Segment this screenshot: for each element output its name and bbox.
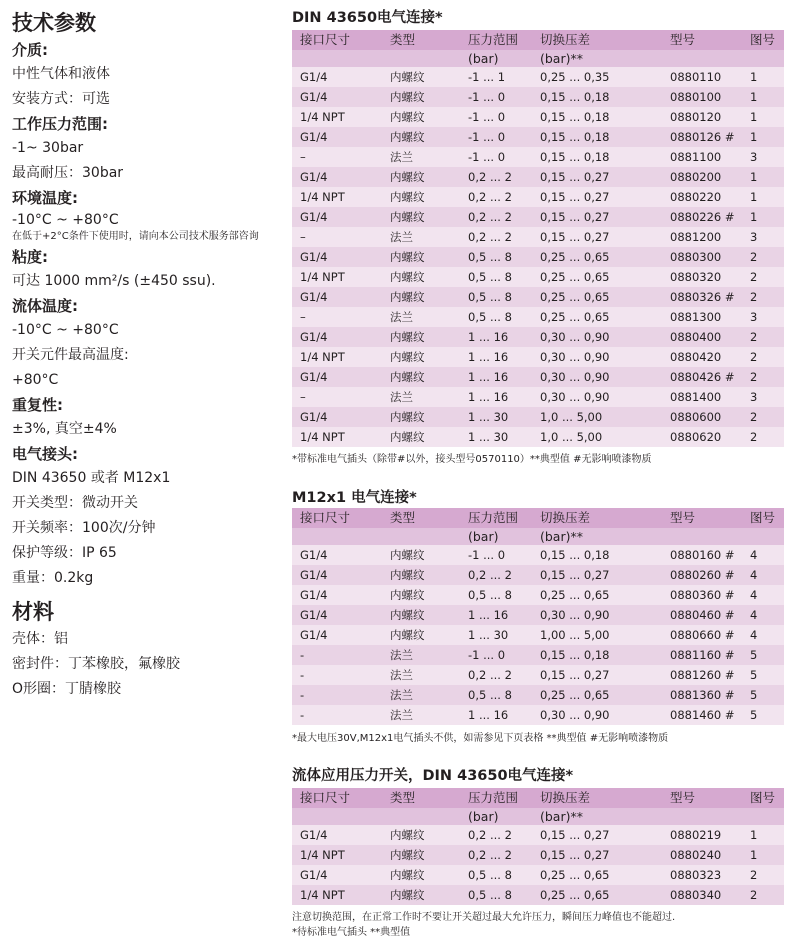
cell-diff: 0,15 ... 0,27 — [532, 207, 662, 227]
cell-type: 内螺纹 — [382, 825, 460, 845]
cell-drawing: 1 — [742, 107, 784, 127]
cell-port: – — [292, 307, 382, 327]
housing-value: 壳体：铝 — [12, 631, 68, 647]
table-row — [292, 865, 784, 885]
cell-pressure: 1 ... 16 — [460, 705, 532, 725]
cell-port: 1/4 NPT — [292, 107, 382, 127]
max-pressure-value: 最高耐压：30bar — [12, 165, 124, 181]
cell-model: 0881100 — [662, 147, 742, 167]
header-drawing: 图号 — [742, 788, 784, 808]
cell-diff: 0,25 ... 0,65 — [532, 287, 662, 307]
cell-port: G1/4 — [292, 87, 382, 107]
cell-type: 内螺纹 — [382, 605, 460, 625]
cell-pressure: 0,2 ... 2 — [460, 207, 532, 227]
cell-drawing: 5 — [742, 665, 784, 685]
cell-type: 内螺纹 — [382, 625, 460, 645]
cell-port: G1/4 — [292, 207, 382, 227]
cell-drawing: 3 — [742, 227, 784, 247]
switch-type-value: 开关类型：微动开关 — [12, 495, 138, 511]
cell-model: 0880460 # — [662, 605, 742, 625]
cell-drawing: 2 — [742, 267, 784, 287]
cell-pressure: 0,5 ... 8 — [460, 885, 532, 905]
cell-type: 内螺纹 — [382, 407, 460, 427]
cell-drawing: 4 — [742, 545, 784, 565]
cell-pressure: 0,2 ... 2 — [460, 565, 532, 585]
cell-pressure: 1 ... 16 — [460, 347, 532, 367]
cell-diff: 0,15 ... 0,27 — [532, 665, 662, 685]
cell-pressure: 0,5 ... 8 — [460, 685, 532, 705]
cell-port: 1/4 NPT — [292, 427, 382, 447]
cell-type: 内螺纹 — [382, 845, 460, 865]
cell-diff: 0,15 ... 0,18 — [532, 107, 662, 127]
cell-pressure: 0,5 ... 8 — [460, 287, 532, 307]
cell-diff: 1,0 ... 5,00 — [532, 407, 662, 427]
cell-model: 0880426 # — [662, 367, 742, 387]
switch-temp-value: +80°C — [12, 372, 59, 388]
cell-pressure: 0,2 ... 2 — [460, 227, 532, 247]
viscosity-value: 可达 1000 mm²/s (±450 ssu). — [12, 273, 216, 289]
table-row — [292, 625, 784, 645]
cell-diff: 0,30 ... 0,90 — [532, 705, 662, 725]
fluid-temp-value: -10°C ~ +80°C — [12, 322, 119, 338]
cell-port: - — [292, 685, 382, 705]
header-drawing: 图号 — [742, 30, 784, 50]
cell-diff: 0,30 ... 0,90 — [532, 605, 662, 625]
table1-footnote: *带标准电气插头（除带#以外，接头型号0570110）**典型值 #无影响喷漆物质 — [292, 454, 652, 465]
cell-diff: 0,15 ... 0,18 — [532, 147, 662, 167]
cell-model: 0880326 # — [662, 287, 742, 307]
header-model: 型号 — [662, 788, 742, 808]
cell-pressure: -1 ... 0 — [460, 127, 532, 147]
cell-drawing: 1 — [742, 127, 784, 147]
header-model: 型号 — [662, 508, 742, 528]
cell-type: 内螺纹 — [382, 247, 460, 267]
cell-diff: 0,25 ... 0,65 — [532, 267, 662, 287]
cell-port: G1/4 — [292, 127, 382, 147]
cell-drawing: 3 — [742, 307, 784, 327]
table-row — [292, 885, 784, 905]
header-pressure-unit: (bar) — [460, 808, 532, 825]
switch-frequency-value: 开关频率：100次/分钟 — [12, 520, 156, 536]
table-row — [292, 705, 784, 725]
cell-diff: 0,15 ... 0,18 — [532, 645, 662, 665]
cell-type: 内螺纹 — [382, 127, 460, 147]
table-row — [292, 845, 784, 865]
header-diff: 切换压差 — [532, 30, 662, 50]
table-row — [292, 327, 784, 347]
cell-pressure: 0,2 ... 2 — [460, 187, 532, 207]
table2-title: M12x1 电气连接* — [292, 490, 417, 506]
cell-diff: 0,15 ... 0,27 — [532, 167, 662, 187]
din-connection-table — [292, 30, 784, 447]
cell-model: 0881300 — [662, 307, 742, 327]
cell-diff: 0,25 ... 0,65 — [532, 685, 662, 705]
table-row — [292, 685, 784, 705]
cell-model: 0880340 — [662, 885, 742, 905]
cell-type: 法兰 — [382, 147, 460, 167]
cell-drawing: 1 — [742, 187, 784, 207]
table-row — [292, 665, 784, 685]
cell-model: 0881160 # — [662, 645, 742, 665]
header-diff: 切换压差 — [532, 788, 662, 808]
header-pressure: 压力范围 — [460, 508, 532, 528]
cell-diff: 0,25 ... 0,65 — [532, 307, 662, 327]
cell-drawing: 1 — [742, 87, 784, 107]
cell-type: 内螺纹 — [382, 87, 460, 107]
cell-drawing: 2 — [742, 327, 784, 347]
cell-port: G1/4 — [292, 287, 382, 307]
cell-type: 内螺纹 — [382, 585, 460, 605]
cell-port: 1/4 NPT — [292, 347, 382, 367]
table-row — [292, 147, 784, 167]
fluid-switch-table — [292, 788, 784, 905]
table1-title: DIN 43650电气连接* — [292, 10, 443, 26]
medium-value: 中性气体和液体 — [12, 66, 110, 82]
cell-pressure: -1 ... 0 — [460, 87, 532, 107]
cell-type: 法兰 — [382, 685, 460, 705]
header-model: 型号 — [662, 30, 742, 50]
pressure-range-label: 工作压力范围: — [12, 115, 108, 133]
cell-model: 0881260 # — [662, 665, 742, 685]
protection-value: 保护等级：IP 65 — [12, 545, 117, 561]
cell-type: 法兰 — [382, 307, 460, 327]
cell-port: G1/4 — [292, 247, 382, 267]
cell-port: G1/4 — [292, 545, 382, 565]
cell-pressure: 1 ... 30 — [460, 625, 532, 645]
cell-model: 0880660 # — [662, 625, 742, 645]
weight-value: 重量：0.2kg — [12, 570, 94, 586]
cell-model: 0880110 — [662, 67, 742, 87]
cell-drawing: 4 — [742, 565, 784, 585]
table-row — [292, 287, 784, 307]
cell-drawing: 4 — [742, 585, 784, 605]
cell-drawing: 4 — [742, 605, 784, 625]
cell-model: 0880620 — [662, 427, 742, 447]
cell-port: G1/4 — [292, 67, 382, 87]
electrical-label: 电气接头: — [12, 445, 78, 463]
cell-port: G1/4 — [292, 565, 382, 585]
cell-drawing: 2 — [742, 287, 784, 307]
cell-type: 内螺纹 — [382, 565, 460, 585]
cell-model: 0880120 — [662, 107, 742, 127]
tech-params-column — [12, 8, 284, 702]
cell-model: 0881400 — [662, 387, 742, 407]
table-row — [292, 167, 784, 187]
materials-title: 材料 — [12, 600, 54, 624]
cell-drawing: 1 — [742, 67, 784, 87]
cell-pressure: -1 ... 0 — [460, 147, 532, 167]
cell-port: G1/4 — [292, 407, 382, 427]
cell-pressure: 1 ... 16 — [460, 367, 532, 387]
cell-model: 0881460 # — [662, 705, 742, 725]
tech-params-title: 技术参数 — [12, 11, 96, 35]
cell-diff: 0,15 ... 0,27 — [532, 565, 662, 585]
header-pressure-unit: (bar) — [460, 50, 532, 67]
table-row — [292, 585, 784, 605]
cell-drawing: 5 — [742, 705, 784, 725]
cell-drawing: 1 — [742, 207, 784, 227]
table-row — [292, 645, 784, 665]
cell-pressure: 1 ... 30 — [460, 407, 532, 427]
cell-port: G1/4 — [292, 625, 382, 645]
header-pressure-unit: (bar) — [460, 528, 532, 545]
table-row — [292, 347, 784, 367]
cell-port: – — [292, 387, 382, 407]
fluid-temp-label: 流体温度: — [12, 297, 78, 315]
cell-pressure: 0,5 ... 8 — [460, 267, 532, 287]
table-row — [292, 605, 784, 625]
cell-diff: 0,15 ... 0,18 — [532, 127, 662, 147]
ambient-temp-label: 环境温度: — [12, 189, 78, 207]
oring-value: O形圈：丁腈橡胶 — [12, 681, 122, 697]
cell-pressure: 1 ... 16 — [460, 327, 532, 347]
table-row — [292, 207, 784, 227]
cell-pressure: -1 ... 0 — [460, 645, 532, 665]
cell-diff: 0,15 ... 0,18 — [532, 87, 662, 107]
cell-drawing: 5 — [742, 685, 784, 705]
cell-type: 内螺纹 — [382, 347, 460, 367]
header-type: 类型 — [382, 788, 460, 808]
cell-model: 0880240 — [662, 845, 742, 865]
cell-diff: 0,25 ... 0,35 — [532, 67, 662, 87]
seals-value: 密封件：丁苯橡胶，氟橡胶 — [12, 656, 180, 672]
cell-diff: 0,30 ... 0,90 — [532, 347, 662, 367]
cell-port: 1/4 NPT — [292, 187, 382, 207]
cell-pressure: -1 ... 1 — [460, 67, 532, 87]
cell-port: G1/4 — [292, 327, 382, 347]
cell-model: 0880600 — [662, 407, 742, 427]
cell-diff: 0,30 ... 0,90 — [532, 327, 662, 347]
cell-pressure: 1 ... 30 — [460, 427, 532, 447]
cell-model: 0881360 # — [662, 685, 742, 705]
table-row — [292, 187, 784, 207]
cell-diff: 0,25 ... 0,65 — [532, 585, 662, 605]
cell-type: 法兰 — [382, 665, 460, 685]
cell-diff: 0,25 ... 0,65 — [532, 247, 662, 267]
table-row — [292, 107, 784, 127]
cell-pressure: -1 ... 0 — [460, 107, 532, 127]
header-type: 类型 — [382, 508, 460, 528]
ambient-temp-value: -10°C ~ +80°C — [12, 212, 119, 228]
cell-pressure: 0,2 ... 2 — [460, 665, 532, 685]
cell-port: G1/4 — [292, 167, 382, 187]
header-port: 接口尺寸 — [292, 788, 382, 808]
cell-type: 内螺纹 — [382, 267, 460, 287]
table-row — [292, 367, 784, 387]
cell-type: 内螺纹 — [382, 327, 460, 347]
electrical-value: DIN 43650 或者 M12x1 — [12, 470, 171, 486]
cell-drawing: 3 — [742, 387, 784, 407]
cell-pressure: -1 ... 0 — [460, 545, 532, 565]
cell-model: 0880226 # — [662, 207, 742, 227]
cell-type: 法兰 — [382, 645, 460, 665]
cell-drawing: 2 — [742, 347, 784, 367]
table-row — [292, 427, 784, 447]
cell-pressure: 1 ... 16 — [460, 605, 532, 625]
cell-port: G1/4 — [292, 367, 382, 387]
cell-drawing: 2 — [742, 247, 784, 267]
cell-drawing: 2 — [742, 427, 784, 447]
switch-temp-label: 开关元件最高温度: — [12, 347, 129, 363]
header-diff-unit: (bar)** — [532, 50, 662, 67]
cell-model: 0880200 — [662, 167, 742, 187]
cell-drawing: 4 — [742, 625, 784, 645]
cell-type: 内螺纹 — [382, 545, 460, 565]
header-diff: 切换压差 — [532, 508, 662, 528]
cell-type: 内螺纹 — [382, 367, 460, 387]
cell-drawing: 1 — [742, 167, 784, 187]
mounting-value: 安装方式：可选 — [12, 91, 110, 107]
cell-port: – — [292, 147, 382, 167]
ambient-temp-note: 在低于+2°C条件下使用时，请向本公司技术服务部咨询 — [12, 231, 259, 242]
table-row — [292, 307, 784, 327]
cell-port: 1/4 NPT — [292, 885, 382, 905]
cell-model: 0880220 — [662, 187, 742, 207]
header-port: 接口尺寸 — [292, 30, 382, 50]
cell-model: 0880100 — [662, 87, 742, 107]
cell-diff: 0,25 ... 0,65 — [532, 885, 662, 905]
cell-diff: 1,00 ... 5,00 — [532, 625, 662, 645]
cell-diff: 0,15 ... 0,27 — [532, 825, 662, 845]
repeatability-label: 重复性: — [12, 396, 63, 414]
table3-title: 流体应用压力开关，DIN 43650电气连接* — [292, 768, 574, 784]
cell-type: 法兰 — [382, 705, 460, 725]
cell-port: - — [292, 645, 382, 665]
medium-label: 介质: — [12, 41, 48, 59]
table3-footnote-2: *待标准电气插头 **典型值 — [292, 927, 411, 938]
cell-model: 0881200 — [662, 227, 742, 247]
cell-drawing: 2 — [742, 367, 784, 387]
cell-model: 0880323 — [662, 865, 742, 885]
cell-diff: 1,0 ... 5,00 — [532, 427, 662, 447]
header-port: 接口尺寸 — [292, 508, 382, 528]
cell-pressure: 1 ... 16 — [460, 387, 532, 407]
cell-type: 内螺纹 — [382, 107, 460, 127]
cell-type: 内螺纹 — [382, 167, 460, 187]
cell-type: 内螺纹 — [382, 427, 460, 447]
header-diff-unit: (bar)** — [532, 528, 662, 545]
cell-pressure: 0,5 ... 8 — [460, 247, 532, 267]
cell-port: 1/4 NPT — [292, 845, 382, 865]
table-row — [292, 267, 784, 287]
cell-diff: 0,15 ... 0,27 — [532, 187, 662, 207]
cell-model: 0880400 — [662, 327, 742, 347]
cell-pressure: 0,5 ... 8 — [460, 307, 532, 327]
viscosity-label: 粘度: — [12, 248, 48, 266]
pressure-range-value: -1~ 30bar — [12, 140, 84, 156]
cell-type: 内螺纹 — [382, 207, 460, 227]
cell-port: - — [292, 705, 382, 725]
cell-model: 0880360 # — [662, 585, 742, 605]
cell-diff: 0,15 ... 0,27 — [532, 227, 662, 247]
cell-model: 0880420 — [662, 347, 742, 367]
cell-type: 内螺纹 — [382, 865, 460, 885]
cell-port: G1/4 — [292, 585, 382, 605]
cell-port: – — [292, 227, 382, 247]
cell-port: G1/4 — [292, 865, 382, 885]
cell-model: 0880260 # — [662, 565, 742, 585]
header-pressure: 压力范围 — [460, 788, 532, 808]
cell-model: 0880320 — [662, 267, 742, 287]
cell-drawing: 1 — [742, 845, 784, 865]
cell-diff: 0,15 ... 0,27 — [532, 845, 662, 865]
table-row — [292, 825, 784, 845]
header-diff-unit: (bar)** — [532, 808, 662, 825]
table-row — [292, 387, 784, 407]
cell-type: 内螺纹 — [382, 885, 460, 905]
header-pressure: 压力范围 — [460, 30, 532, 50]
cell-drawing: 1 — [742, 825, 784, 845]
table-row — [292, 87, 784, 107]
cell-model: 0880126 # — [662, 127, 742, 147]
cell-pressure: 0,5 ... 8 — [460, 585, 532, 605]
table-row — [292, 565, 784, 585]
cell-port: 1/4 NPT — [292, 267, 382, 287]
table-row — [292, 407, 784, 427]
cell-model: 0880160 # — [662, 545, 742, 565]
cell-diff: 0,30 ... 0,90 — [532, 367, 662, 387]
cell-model: 0880300 — [662, 247, 742, 267]
cell-type: 内螺纹 — [382, 287, 460, 307]
header-type: 类型 — [382, 30, 460, 50]
cell-type: 内螺纹 — [382, 67, 460, 87]
header-drawing: 图号 — [742, 508, 784, 528]
cell-drawing: 2 — [742, 865, 784, 885]
cell-pressure: 0,2 ... 2 — [460, 825, 532, 845]
cell-pressure: 0,2 ... 2 — [460, 845, 532, 865]
cell-drawing: 2 — [742, 407, 784, 427]
cell-diff: 0,25 ... 0,65 — [532, 865, 662, 885]
m12-connection-table — [292, 508, 784, 725]
cell-drawing: 2 — [742, 885, 784, 905]
cell-port: G1/4 — [292, 825, 382, 845]
cell-type: 内螺纹 — [382, 187, 460, 207]
cell-port: - — [292, 665, 382, 685]
cell-diff: 0,15 ... 0,18 — [532, 545, 662, 565]
table-row — [292, 127, 784, 147]
table-row — [292, 247, 784, 267]
table2-footnote: *最大电压30V,M12x1电气插头不供，如需参见下页表格 **典型值 #无影响喷漆物质 — [292, 733, 669, 744]
cell-model: 0880219 — [662, 825, 742, 845]
cell-drawing: 3 — [742, 147, 784, 167]
table-row — [292, 545, 784, 565]
cell-diff: 0,30 ... 0,90 — [532, 387, 662, 407]
cell-pressure: 0,2 ... 2 — [460, 167, 532, 187]
cell-type: 法兰 — [382, 227, 460, 247]
repeatability-value: ±3%, 真空±4% — [12, 421, 117, 437]
cell-drawing: 5 — [742, 645, 784, 665]
cell-pressure: 0,5 ... 8 — [460, 865, 532, 885]
table3-footnote-1: 注意切换范围，在正常工作时不要让开关超过最大允许压力，瞬间压力峰值也不能超过. — [292, 912, 676, 923]
cell-type: 法兰 — [382, 387, 460, 407]
table-row — [292, 67, 784, 87]
table-row — [292, 227, 784, 247]
cell-port: G1/4 — [292, 605, 382, 625]
